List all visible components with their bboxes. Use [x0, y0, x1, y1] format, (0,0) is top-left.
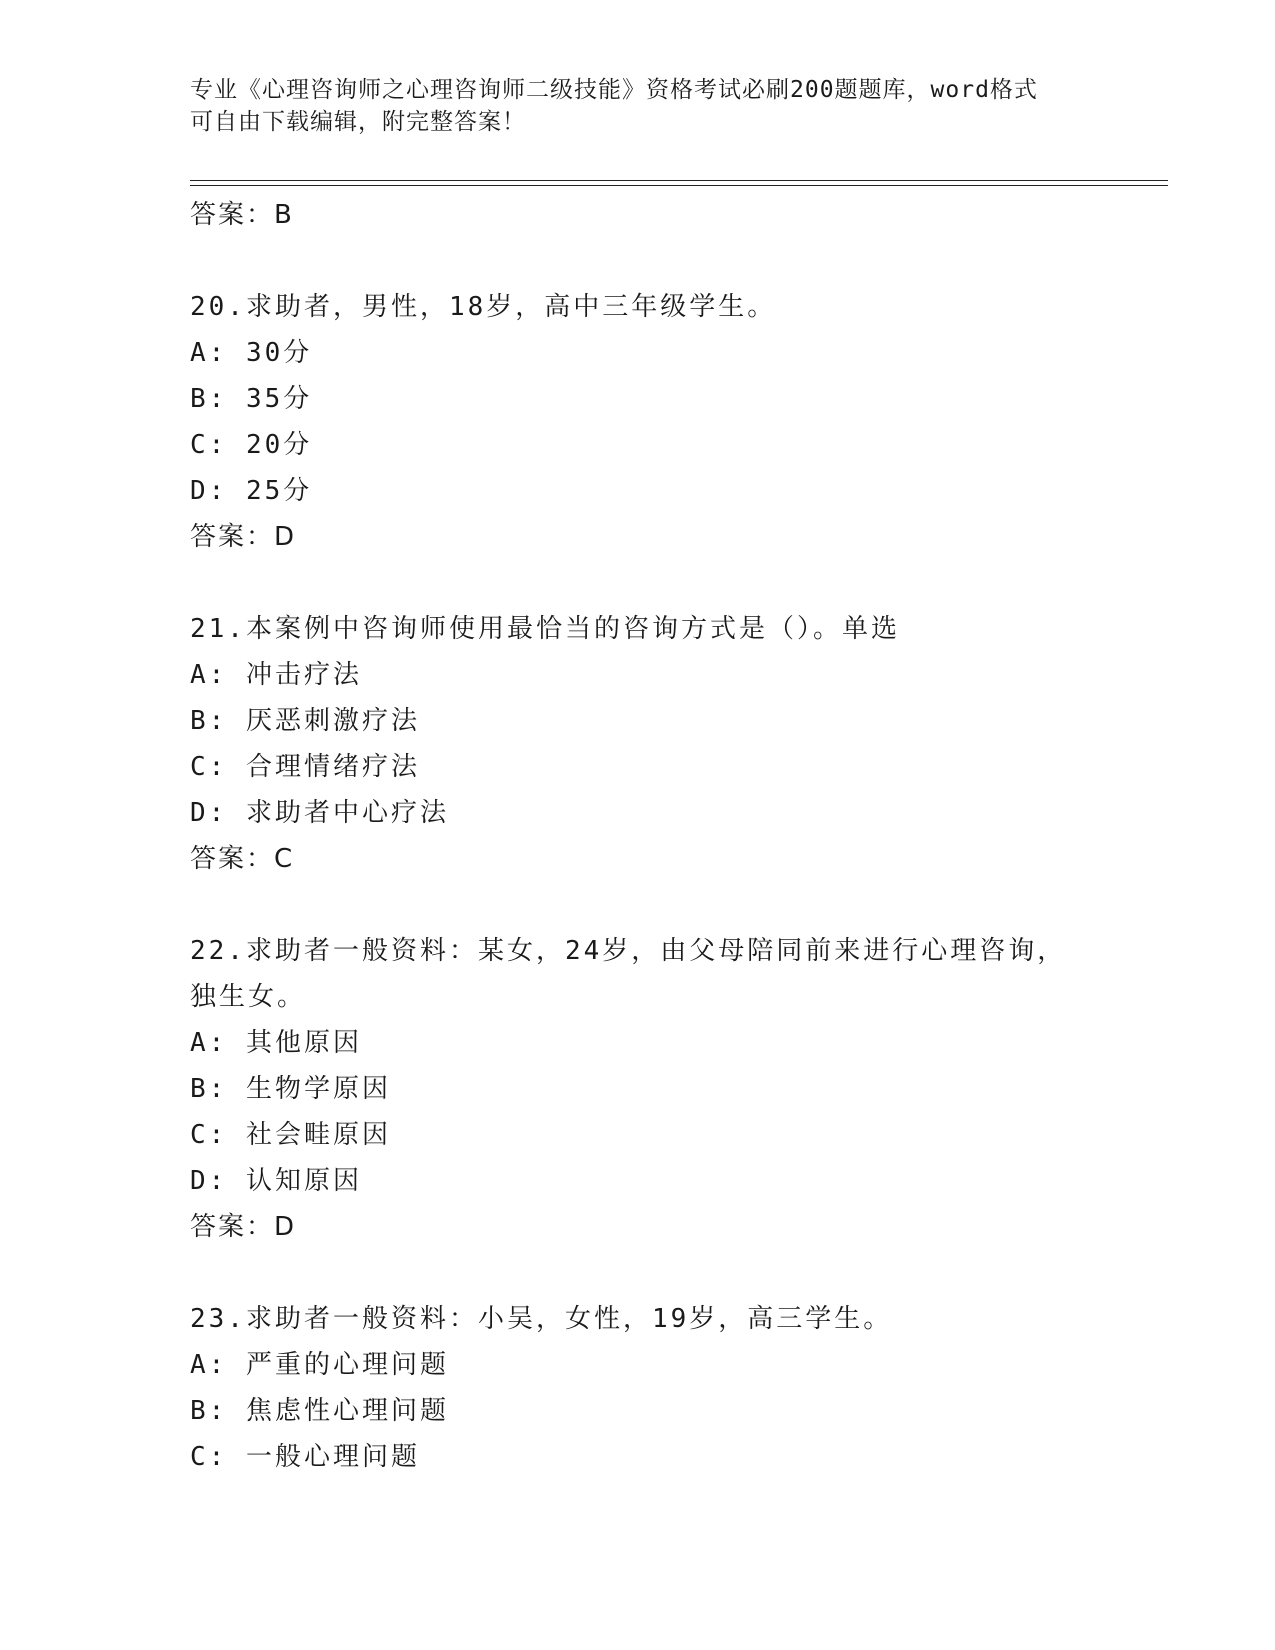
- question-stem: 22.求助者一般资料：某女，24岁，由父母陪同前来进行心理咨询，独生女。: [190, 936, 1067, 1012]
- document-header: [190, 74, 1090, 138]
- header-title-line-2: 可自由下载编辑，附完整答案！: [190, 109, 526, 135]
- document-body: [190, 192, 1090, 1480]
- option-a: A: 冲击疗法: [190, 660, 362, 690]
- header-double-rule: [190, 180, 1168, 186]
- question-block: [190, 284, 1090, 560]
- option-c: C: 社会畦原因: [190, 1120, 391, 1150]
- option-c: C: 合理情绪疗法: [190, 752, 420, 782]
- option-a: A: 其他原因: [190, 1028, 362, 1058]
- spacer: [190, 882, 1090, 928]
- answer-line: 答案：D: [190, 1212, 297, 1242]
- header-title-line-1: 专业《心理咨询师之心理咨询师二级技能》资格考试必刷200题题库，word格式: [190, 77, 1038, 103]
- option-b: B: 厌恶刺激疗法: [190, 706, 420, 736]
- option-d: D: 认知原因: [190, 1166, 362, 1196]
- previous-answer: 答案：B: [190, 200, 294, 230]
- option-b: B: 生物学原因: [190, 1074, 391, 1104]
- question-block: [190, 928, 1090, 1250]
- question-block: [190, 606, 1090, 882]
- question-stem: 21.本案例中咨询师使用最恰当的咨询方式是（）。单选: [190, 614, 900, 644]
- question-stem: 23.求助者一般资料：小吴，女性，19岁，高三学生。: [190, 1304, 893, 1334]
- option-d: D: 25分: [190, 476, 313, 506]
- option-c: C: 20分: [190, 430, 313, 460]
- option-b: B: 焦虑性心理问题: [190, 1396, 449, 1426]
- option-a: A: 严重的心理问题: [190, 1350, 449, 1380]
- spacer: [190, 1250, 1090, 1296]
- question-block: [190, 1296, 1090, 1480]
- option-d: D: 求助者中心疗法: [190, 798, 449, 828]
- answer-line: 答案：D: [190, 522, 297, 552]
- spacer: [190, 238, 1090, 284]
- spacer: [190, 560, 1090, 606]
- option-b: B: 35分: [190, 384, 313, 414]
- answer-line: 答案：C: [190, 844, 295, 874]
- option-a: A: 30分: [190, 338, 313, 368]
- question-stem: 20.求助者，男性，18岁，高中三年级学生。: [190, 292, 777, 322]
- option-c: C: 一般心理问题: [190, 1442, 420, 1472]
